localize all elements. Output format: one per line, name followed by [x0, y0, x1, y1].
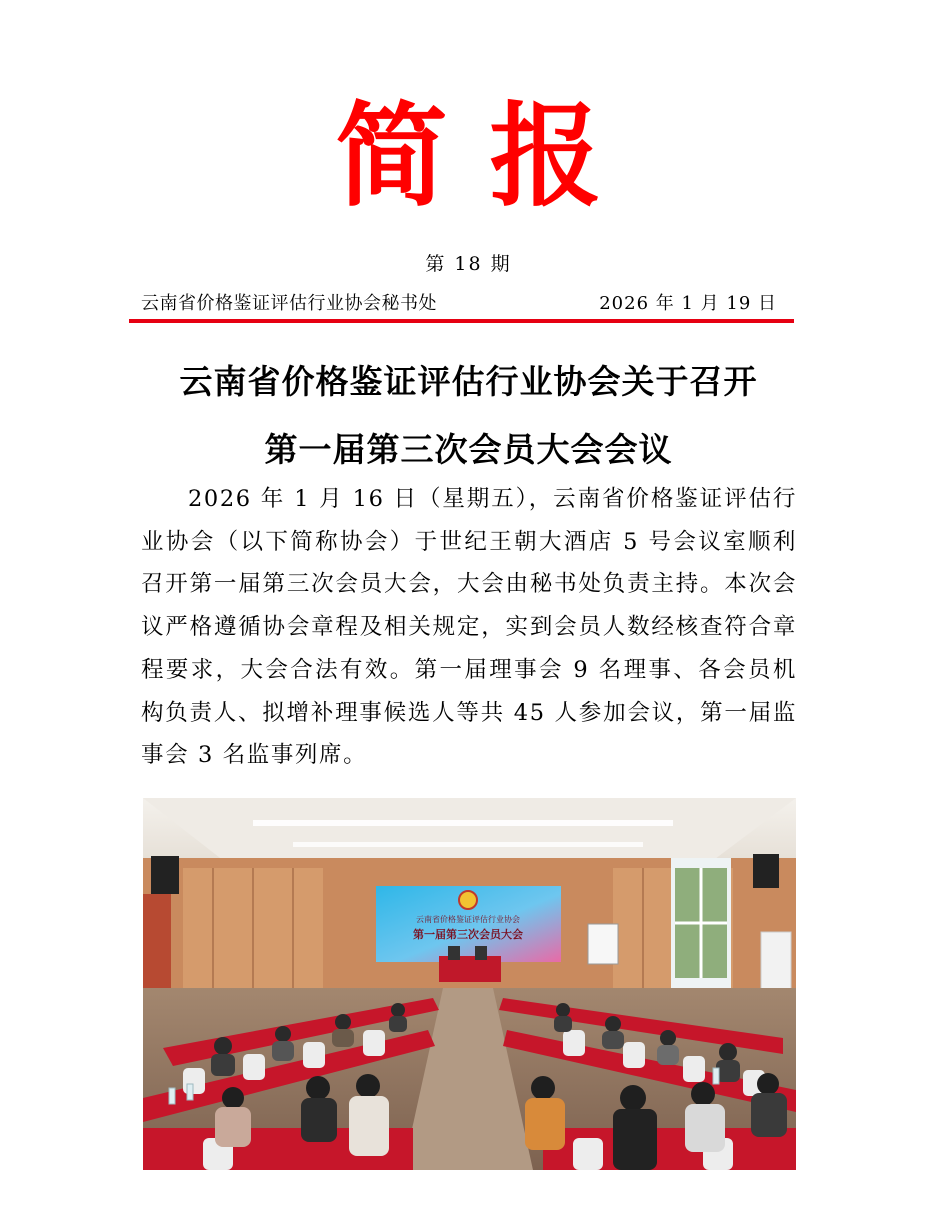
article-title-line-1: 云南省价格鉴证评估行业协会关于召开	[179, 362, 758, 401]
article-title-line-2: 第一届第三次会员大会会议	[264, 430, 673, 469]
screen-text-line-1: 云南省价格鉴证评估行业协会	[416, 915, 520, 924]
article-body: 2026 年 1 月 16 日（星期五），云南省价格鉴证评估行业协会（以下简称协会）于世纪王朝大酒店 5 号会议室顺利召开第一届第三次会员大会，大会由秘书处负责主持。本次会议严格遵循协会章程及相关规定，实到会员人数经核查符合章程要求，大会合法有效。第一届理事会 9 名理事、各会员机构负责人、拟增补理事候选人等共 45 人参加会议，第一届监事会 3 名监事列席。	[141, 486, 797, 769]
publish-date: 2026 年 1 月 19 日	[599, 293, 777, 314]
header-red-rule	[129, 319, 794, 323]
masthead-title: 简报	[335, 91, 644, 222]
meeting-photo	[143, 798, 796, 1170]
publisher-name: 云南省价格鉴证评估行业协会秘书处	[141, 293, 437, 314]
issue-number: 第 18 期	[425, 253, 512, 275]
meeting-photo-illustration	[143, 798, 796, 1170]
screen-text-line-2: 第一届第三次会员大会	[413, 928, 523, 941]
